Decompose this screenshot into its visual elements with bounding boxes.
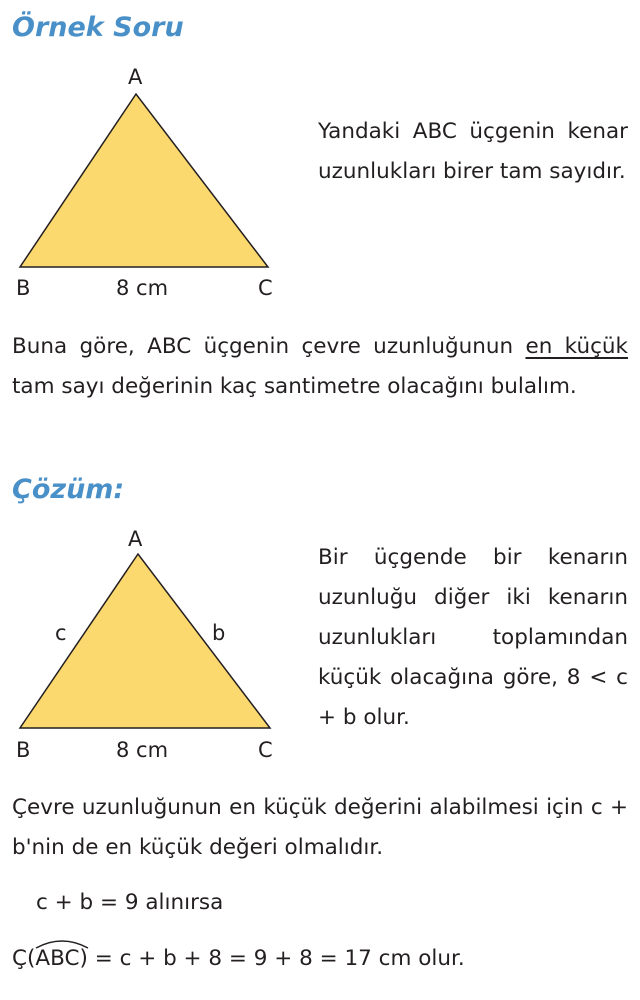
solution-triangle-figure	[0, 520, 300, 770]
example-heading: Örnek Soru	[12, 12, 184, 43]
equation-2-prefix: Ç(	[12, 946, 36, 971]
example-vertex-c: C	[258, 276, 273, 300]
solution-paragraph: Çevre uzunluğunun en küçük değerini alabilmesi için c + b'nin de en küçük değeri olmalıdır.	[12, 795, 628, 860]
example-base-label: 8 cm	[116, 276, 169, 300]
question-before: Buna göre, ABC üçgenin çevre uzunluğunun	[12, 334, 526, 359]
solution-base-label: 8 cm	[116, 738, 169, 762]
angle-abc	[35, 946, 79, 971]
equation-2	[12, 946, 465, 971]
example-question	[12, 327, 628, 407]
angle-hat-icon	[34, 936, 90, 950]
example-triangle-figure	[0, 60, 300, 310]
equation-1: c + b = 9 alınırsa	[36, 890, 224, 915]
example-triangle	[20, 94, 268, 267]
solution-heading: Çözüm:	[12, 474, 125, 505]
example-vertex-b: B	[16, 276, 31, 300]
equation-2-suffix: ) = c + b + 8 = 9 + 8 = 17 cm olur.	[79, 946, 465, 971]
solution-side-b-label: b	[212, 621, 226, 645]
example-side-text: Yandaki ABC üçgenin kenar uzunlukları birer tam sayıdır.	[318, 119, 628, 184]
solution-vertex-c: C	[258, 738, 273, 762]
solution-vertex-b: B	[16, 738, 31, 762]
question-after: tam sayı değerinin kaç santimetre olacağını bulalım.	[12, 374, 577, 399]
solution-side-text: Bir üçgende bir kenarın uzunluğu diğer iki kenarın uzunlukları toplamından küçük olacağına göre, 8 < c + b olur.	[318, 545, 628, 730]
solution-vertex-a: A	[128, 527, 143, 551]
solution-side-c-label: c	[55, 621, 67, 645]
example-vertex-a: A	[128, 65, 143, 89]
equation-2-angle: ABC	[35, 946, 80, 971]
question-underlined: en küçük	[525, 334, 628, 359]
